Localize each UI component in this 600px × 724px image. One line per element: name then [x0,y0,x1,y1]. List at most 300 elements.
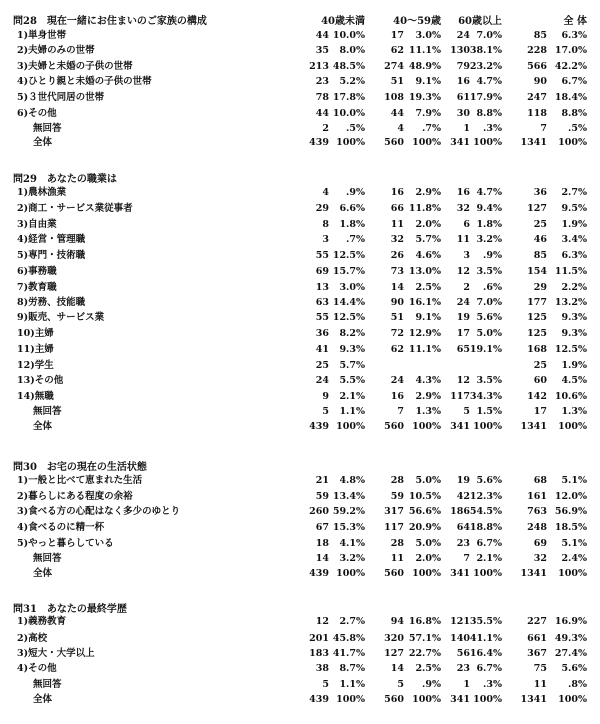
cell-count: 30 [456,108,470,119]
cell-count: 19 [456,312,470,323]
cell-count: 367 [527,648,547,659]
cell-percent: 18.5% [554,522,587,533]
cell-count: 1 [463,123,470,134]
cell-percent: 100% [412,137,441,148]
row-label: 無回答 [33,553,62,564]
cell-count: 16 [390,187,404,198]
cell-percent: 11.5% [554,266,587,277]
cell-count: 94 [390,616,404,627]
section-title: 問29 あなたの職業は [13,174,117,185]
cell-percent: 5.6% [476,312,502,323]
cell-count: 85 [533,30,547,41]
row-label: 5)やっと暮らしている [17,538,114,549]
cell-count: 2 [322,123,329,134]
cell-count: 44 [390,108,404,119]
cell-count: 36 [315,328,329,339]
cell-percent: 2.9% [415,187,441,198]
cell-percent: 7.9% [415,108,441,119]
cell-count: 85 [533,250,547,261]
cell-count: 63 [315,297,329,308]
cell-count: 25 [315,360,329,371]
cell-count: 661 [527,633,547,644]
row-label: 全体 [33,421,53,432]
cell-percent: 9.5% [561,203,587,214]
cell-count: 11 [456,234,470,245]
cell-count: 59 [390,491,404,502]
cell-count: 117 [450,391,470,402]
cell-percent: 12.5% [554,344,587,355]
cell-percent: 5.7% [339,360,365,371]
cell-count: 439 [309,568,329,579]
cell-count: 260 [309,506,329,517]
cell-count: 62 [390,45,404,56]
cell-percent: 13.4% [332,491,365,502]
row-label: 無回答 [33,123,62,134]
cell-count: 18 [315,538,329,549]
cell-percent: 6.6% [339,203,365,214]
cell-percent: 23.2% [469,61,502,72]
cell-percent: 1.9% [561,360,587,371]
cell-count: 44 [315,108,329,119]
table-row [0,615,600,629]
row-label: 全体 [33,137,53,148]
cell-percent: 3.2% [476,234,502,245]
cell-percent: 100% [336,421,365,432]
cell-count: 439 [309,421,329,432]
cell-percent: 8.8% [561,108,587,119]
summary-row [0,420,600,434]
row-label: 3)食べる方の心配はなく多少のゆとり [17,506,181,517]
cell-percent: 45.8% [332,633,365,644]
row-label: 5)専門・技術職 [17,250,86,261]
section-title: 問30 お宅の現在の生活状態 [13,462,147,473]
cell-percent: 8.2% [339,328,365,339]
cell-percent: 1.9% [561,219,587,230]
cell-percent: .9% [483,250,502,261]
cell-count: 29 [315,203,329,214]
table-row [0,186,600,200]
cell-percent: 11.8% [408,203,441,214]
cell-percent: 12.5% [332,312,365,323]
table-row [0,390,600,404]
cell-percent: 9.1% [415,312,441,323]
cell-percent: 5.0% [476,328,502,339]
table-row [0,107,600,121]
row-label: 14)無職 [17,391,54,402]
row-label: 10)主婦 [17,328,54,339]
cell-count: 177 [527,297,547,308]
cell-percent: .6% [483,282,502,293]
table-row [0,29,600,43]
cell-count: 228 [527,45,547,56]
cell-count: 125 [527,312,547,323]
cell-percent: 16.4% [469,648,502,659]
cell-percent: 3.0% [339,282,365,293]
cell-count: 320 [384,633,404,644]
cell-percent: 18.8% [469,522,502,533]
summary-row [0,405,600,419]
summary-row [0,678,600,692]
cell-count: 68 [533,475,547,486]
cell-count: 341 [450,421,470,432]
cell-percent: 1.1% [339,679,365,690]
cell-count: 274 [384,61,404,72]
cell-percent: 100% [558,137,587,148]
cell-percent: 12.9% [408,328,441,339]
row-label: 3)夫婦と未婚の子供の世帯 [17,61,133,72]
cell-percent: .3% [483,123,502,134]
cell-percent: 12.5% [332,250,365,261]
table-row [0,505,600,519]
cell-percent: 56.6% [408,506,441,517]
cell-percent: 6.7% [476,663,502,674]
cell-count: 8 [322,219,329,230]
section-title: 問31 あなたの最終学歴 [13,604,127,615]
cell-percent: 8.7% [339,663,365,674]
cell-count: 183 [309,648,329,659]
cell-count: 72 [390,328,404,339]
table-row [0,327,600,341]
cell-count: 32 [456,203,470,214]
cell-percent: 100% [473,568,502,579]
cell-percent: 38.1% [469,45,502,56]
cell-percent: 4.7% [476,187,502,198]
cell-count: 66 [390,203,404,214]
cell-percent: .3% [483,679,502,690]
cell-percent: .7% [346,234,365,245]
cell-count: 118 [527,108,547,119]
cell-percent: 10.5% [408,491,441,502]
cell-count: 117 [384,522,404,533]
cell-percent: 2.7% [561,187,587,198]
cell-count: 560 [384,137,404,148]
cell-count: 12 [456,375,470,386]
row-label: 3)短大・大学以上 [17,648,95,659]
cell-percent: 49.3% [554,633,587,644]
cell-percent: 6.7% [561,76,587,87]
cell-percent: 1.8% [339,219,365,230]
cell-percent: 7.0% [476,297,502,308]
cell-percent: 1.8% [476,219,502,230]
cell-percent: .9% [346,187,365,198]
cell-count: 14 [390,282,404,293]
cell-count: 55 [315,312,329,323]
cell-percent: 100% [473,694,502,705]
cell-count: 24 [456,297,470,308]
cell-count: 14 [390,663,404,674]
cell-percent: 1.1% [339,406,365,417]
cell-percent: 9.1% [415,76,441,87]
cell-percent: 100% [412,568,441,579]
cell-count: 35 [315,45,329,56]
row-label: 6)その他 [17,108,57,119]
cell-count: 90 [533,76,547,87]
cell-count: 227 [527,616,547,627]
cell-percent: 48.5% [332,61,365,72]
row-label: 11)主婦 [17,344,54,355]
cell-count: 5 [322,679,329,690]
cell-percent: 4.1% [339,538,365,549]
summary-row [0,567,600,581]
cell-count: 16 [456,76,470,87]
table-row [0,632,600,646]
cell-percent: 2.0% [415,219,441,230]
cell-count: 4 [397,123,404,134]
cell-count: 14 [315,553,329,564]
cell-count: 29 [533,282,547,293]
cell-count: 566 [527,61,547,72]
cell-percent: 2.0% [415,553,441,564]
summary-row [0,136,600,150]
row-label: 2)暮らしにある程度の余裕 [17,491,133,502]
cell-count: 44 [315,30,329,41]
table-row [0,521,600,535]
cell-percent: 20.9% [408,522,441,533]
cell-count: 12 [456,266,470,277]
table-row [0,281,600,295]
cell-percent: 5.2% [339,76,365,87]
cell-percent: 4.8% [339,475,365,486]
cell-count: 78 [315,92,329,103]
column-header: 40～59歳 [393,16,441,27]
cell-percent: 13.2% [554,297,587,308]
cell-percent: 100% [336,137,365,148]
row-label: 4)食べるのに精一杯 [17,522,105,533]
column-header: 40歳未満 [321,16,365,27]
cell-count: 51 [390,312,404,323]
cell-percent: 1.3% [561,406,587,417]
cell-count: 1341 [520,421,547,432]
cell-count: 5 [322,406,329,417]
cell-count: 62 [390,344,404,355]
cell-percent: 5.1% [561,538,587,549]
cell-percent: 16.8% [408,616,441,627]
cell-count: 32 [533,553,547,564]
section-title: 問28 現在一緒にお住まいのご家族の構成 [13,16,207,27]
table-row [0,265,600,279]
cell-count: 341 [450,137,470,148]
cell-count: 186 [450,506,470,517]
cell-percent: 27.4% [554,648,587,659]
table-row [0,537,600,551]
row-label: 7)教育職 [17,282,57,293]
cell-percent: 57.1% [408,633,441,644]
cell-percent: 9.3% [561,312,587,323]
table-row [0,249,600,263]
row-label: 全体 [33,568,53,579]
cell-count: 2 [463,282,470,293]
cell-count: 13 [315,282,329,293]
cell-count: 61 [456,92,470,103]
row-label: 2)夫婦のみの世帯 [17,45,95,56]
cell-percent: .8% [568,679,587,690]
cell-percent: 1.3% [415,406,441,417]
row-label: 1)一般と比べて恵まれた生活 [17,475,143,486]
cell-count: 201 [309,633,329,644]
cell-percent: 5.1% [561,475,587,486]
cell-count: 69 [315,266,329,277]
cell-percent: 5.6% [561,663,587,674]
cell-percent: 22.7% [408,648,441,659]
row-label: 3)自由業 [17,219,57,230]
cell-percent: 12.0% [554,491,587,502]
table-row [0,75,600,89]
cell-count: 46 [533,234,547,245]
cell-count: 67 [315,522,329,533]
cell-count: 64 [456,522,470,533]
cell-count: 65 [456,344,470,355]
row-label: 4)ひとり親と未婚の子供の世帯 [17,76,152,87]
cell-count: 4 [322,187,329,198]
cell-count: 23 [456,538,470,549]
row-label: 2)商工・サービス業従事者 [17,203,133,214]
row-label: 1)義務教育 [17,616,67,627]
table-row [0,60,600,74]
table-row [0,490,600,504]
cell-count: 7 [540,123,547,134]
cell-percent: .5% [568,123,587,134]
cell-percent: 6.3% [561,30,587,41]
cell-percent: 100% [412,421,441,432]
cell-percent: 4.5% [561,375,587,386]
cell-count: 17 [533,406,547,417]
cell-percent: 11.1% [408,344,441,355]
cell-percent: 5.0% [415,538,441,549]
cell-count: 1341 [520,694,547,705]
cell-percent: 8.0% [339,45,365,56]
cell-percent: 18.4% [554,92,587,103]
cell-percent: 3.5% [476,266,502,277]
row-label: 1)農林漁業 [17,187,67,198]
cell-percent: 10.6% [554,391,587,402]
cell-percent: 2.5% [415,282,441,293]
cell-percent: 19.1% [469,344,502,355]
cell-percent: 1.5% [476,406,502,417]
cell-count: 25 [533,360,547,371]
cell-count: 21 [315,475,329,486]
cell-count: 121 [450,616,470,627]
row-label: 13)その他 [17,375,64,386]
table-row [0,343,600,357]
cell-percent: 3.4% [561,234,587,245]
cell-percent: 4.6% [415,250,441,261]
cell-percent: 12.3% [469,491,502,502]
cell-count: 24 [390,375,404,386]
cell-percent: 2.4% [561,553,587,564]
cell-percent: 4.3% [415,375,441,386]
cell-percent: 15.3% [332,522,365,533]
cell-count: 24 [456,30,470,41]
table-row [0,374,600,388]
table-row [0,233,600,247]
cell-percent: 5.5% [339,375,365,386]
cell-percent: 2.7% [339,616,365,627]
summary-row [0,552,600,566]
cell-count: 16 [456,187,470,198]
cell-count: 90 [390,297,404,308]
cell-count: 36 [533,187,547,198]
cell-count: 168 [527,344,547,355]
summary-row [0,693,600,707]
cell-count: 42 [456,491,470,502]
cell-percent: 16.1% [408,297,441,308]
cell-count: 213 [309,61,329,72]
cell-count: 69 [533,538,547,549]
cell-percent: 17.0% [554,45,587,56]
cell-percent: .5% [346,123,365,134]
cell-percent: 5.6% [476,475,502,486]
cell-count: 32 [390,234,404,245]
cell-count: 560 [384,568,404,579]
cell-count: 23 [315,76,329,87]
cell-count: 7 [463,553,470,564]
cell-percent: 9.3% [561,328,587,339]
cell-count: 439 [309,694,329,705]
cell-count: 161 [527,491,547,502]
row-label: 8)労務、技能職 [17,297,86,308]
cell-count: 16 [390,391,404,402]
cell-count: 108 [384,92,404,103]
table-row [0,91,600,105]
cell-percent: 2.5% [415,663,441,674]
cell-count: 11 [533,679,547,690]
cell-count: 247 [527,92,547,103]
cell-count: 38 [315,663,329,674]
cell-percent: 3.5% [476,375,502,386]
cell-count: 140 [450,633,470,644]
cell-percent: 17.8% [332,92,365,103]
cell-percent: 100% [412,694,441,705]
cell-count: 56 [456,648,470,659]
row-label: 6)事務職 [17,266,57,277]
cell-percent: 7.0% [476,30,502,41]
cell-count: 5 [463,406,470,417]
cell-count: 12 [315,616,329,627]
cell-count: 154 [527,266,547,277]
cell-count: 11 [390,553,404,564]
row-label: 無回答 [33,679,62,690]
table-row [0,202,600,216]
cell-count: 17 [456,328,470,339]
cell-percent: 100% [558,568,587,579]
cell-percent: 19.3% [408,92,441,103]
cell-count: 73 [390,266,404,277]
row-label: 全体 [33,694,53,705]
row-label: 2)高校 [17,633,48,644]
cell-count: 41 [315,344,329,355]
cell-percent: 10.0% [332,108,365,119]
cell-count: 1341 [520,568,547,579]
cell-percent: 2.2% [561,282,587,293]
cell-count: 248 [527,522,547,533]
cell-count: 26 [390,250,404,261]
cell-count: 6 [463,219,470,230]
cell-percent: 6.7% [476,538,502,549]
cell-count: 24 [315,375,329,386]
cell-count: 341 [450,568,470,579]
cell-count: 130 [450,45,470,56]
cell-count: 3 [463,250,470,261]
cell-count: 317 [384,506,404,517]
cell-percent: 2.1% [476,553,502,564]
cell-percent: 41.7% [332,648,365,659]
row-label: 無回答 [33,406,62,417]
column-header: 60歳以上 [458,16,502,27]
cell-percent: 34.3% [469,391,502,402]
cell-count: 25 [533,219,547,230]
cell-percent: 100% [558,694,587,705]
cell-percent: 100% [558,421,587,432]
